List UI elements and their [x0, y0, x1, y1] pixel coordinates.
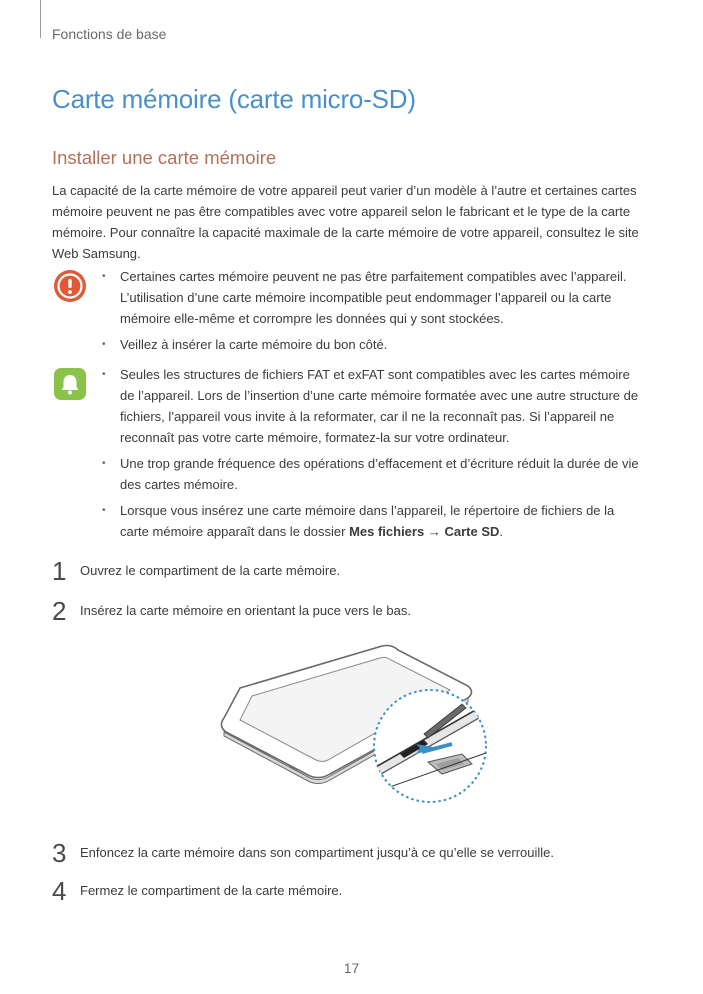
step-number: 1: [52, 556, 67, 586]
sentence-end: .: [499, 524, 504, 539]
step-number: 3: [52, 838, 67, 868]
intro-paragraph: La capacité de la carte mémoire de votre appareil peut varier d’un modèle à l’autre et certaines cartes mémoire peuvent ne pas être compatibles avec votre appareil selon le fabricant et le type de la carte mémoire. Pour connaître la capacité maximale de la carte mémoire de votre appareil, consultez le site Web Samsung.: [52, 183, 639, 261]
caution-icon: [52, 268, 88, 304]
section-subtitle: Installer une carte mémoire: [52, 147, 277, 168]
folder-name: Mes fichiers: [349, 524, 425, 539]
notice-list: [100, 364, 645, 547]
step-text: Fermez le compartiment de la carte mémoire.: [80, 883, 343, 898]
section-header: Fonctions de base: [52, 26, 167, 42]
path-arrow: →: [427, 524, 441, 539]
step-number: 2: [52, 596, 67, 626]
notice-item: • Une trop grande fréquence des opérations d’effacement et d’écriture réduit la durée de vie des cartes mémoire.: [100, 453, 645, 495]
bell-icon: [52, 366, 88, 402]
step-text: Insérez la carte mémoire en orientant la puce vers le bas.: [80, 603, 411, 618]
caution-item: • Veillez à insérer la carte mémoire du bon côté.: [100, 334, 645, 355]
tablet-sd-card-illustration: [210, 636, 500, 816]
caution-list: [100, 266, 645, 360]
step-number: 4: [52, 876, 67, 906]
notice-item: • Seules les structures de fichiers FAT et exFAT sont compatibles avec les cartes mémoire de l’appareil. Lors de l’insertion d’une carte mémoire formatée avec une autre structure de fichiers, l’appareil vous invite à la reformater, car il ne la reconnaît pas. Si l’appareil ne reconnaît pas votre carte mémoire, formatez-la sur votre ordinateur.: [100, 364, 645, 448]
header-rule: [40, 0, 41, 38]
caution-item: • Certaines cartes mémoire peuvent ne pas être parfaitement compatibles avec l’appareil. L’utilisation d’une carte mémoire incompatible peut endommager l’appareil ou la carte mémoire elle-même et corrompre les données qui y sont stockées.: [100, 266, 645, 329]
notice-item-text: Lorsque vous insérez une carte mémoire dans l’appareil, le répertoire de fichiers de la carte mémoire apparaît dans le dossier: [120, 503, 615, 539]
page-number: 17: [343, 960, 360, 976]
step-text: Ouvrez le compartiment de la carte mémoire.: [80, 563, 341, 578]
step-text: Enfoncez la carte mémoire dans son compartiment jusqu’à ce qu’elle se verrouille.: [80, 845, 555, 860]
notice-item: [100, 500, 645, 542]
page-title: Carte mémoire (carte micro-SD): [52, 84, 416, 114]
location-name: Carte SD: [444, 524, 500, 539]
